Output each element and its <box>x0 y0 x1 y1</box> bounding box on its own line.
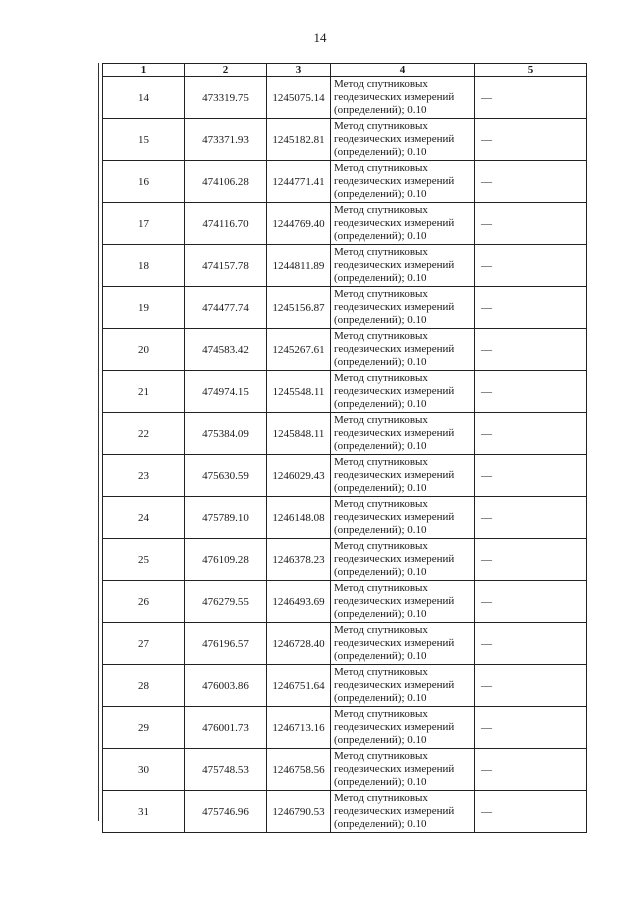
method-line: Метод спутниковых <box>334 540 428 552</box>
table-row <box>103 287 587 329</box>
x-coordinate-cell: 474106.28 <box>185 161 267 203</box>
method-line: (определений); 0.10 <box>334 230 427 242</box>
note-cell: — <box>475 707 587 749</box>
note-cell: — <box>475 245 587 287</box>
table-row <box>103 161 587 203</box>
table-row <box>103 665 587 707</box>
x-coordinate-cell: 473319.75 <box>185 77 267 119</box>
method-line: (определений); 0.10 <box>334 272 427 284</box>
point-number-cell: 30 <box>103 749 185 791</box>
y-coordinate-cell: 1246493.69 <box>267 581 331 623</box>
method-line: геодезических измерений <box>334 217 455 229</box>
method-line: геодезических измерений <box>334 595 455 607</box>
method-line: (определений); 0.10 <box>334 692 427 704</box>
point-number-cell: 23 <box>103 455 185 497</box>
method-line: геодезических измерений <box>334 679 455 691</box>
method-line: Метод спутниковых <box>334 456 428 468</box>
x-coordinate-cell: 476279.55 <box>185 581 267 623</box>
table-row <box>103 791 587 833</box>
table-row <box>103 707 587 749</box>
method-line: (определений); 0.10 <box>334 482 427 494</box>
method-line: (определений); 0.10 <box>334 524 427 536</box>
table-row <box>103 119 587 161</box>
method-line: геодезических измерений <box>334 91 455 103</box>
method-line: (определений); 0.10 <box>334 608 427 620</box>
method-line: (определений); 0.10 <box>334 776 427 788</box>
method-line: геодезических измерений <box>334 763 455 775</box>
x-coordinate-cell: 475789.10 <box>185 497 267 539</box>
point-number-cell: 17 <box>103 203 185 245</box>
table-row <box>103 203 587 245</box>
x-coordinate-cell: 476001.73 <box>185 707 267 749</box>
point-number-cell: 20 <box>103 329 185 371</box>
table-row <box>103 329 587 371</box>
note-cell: — <box>475 413 587 455</box>
method-line: геодезических измерений <box>334 427 455 439</box>
point-number-cell: 22 <box>103 413 185 455</box>
x-coordinate-cell: 476003.86 <box>185 665 267 707</box>
method-cell <box>331 749 475 791</box>
method-line: Метод спутниковых <box>334 750 428 762</box>
method-cell <box>331 245 475 287</box>
y-coordinate-cell: 1246790.53 <box>267 791 331 833</box>
method-line: Метод спутниковых <box>334 372 428 384</box>
y-coordinate-cell: 1246713.16 <box>267 707 331 749</box>
y-coordinate-cell: 1244769.40 <box>267 203 331 245</box>
point-number-cell: 18 <box>103 245 185 287</box>
header-col-4: 4 <box>331 64 475 77</box>
table-row <box>103 455 587 497</box>
method-cell <box>331 119 475 161</box>
method-line: Метод спутниковых <box>334 414 428 426</box>
method-cell <box>331 623 475 665</box>
method-line: (определений); 0.10 <box>334 146 427 158</box>
method-cell <box>331 665 475 707</box>
method-cell <box>331 497 475 539</box>
x-coordinate-cell: 474974.15 <box>185 371 267 413</box>
y-coordinate-cell: 1246378.23 <box>267 539 331 581</box>
y-coordinate-cell: 1245848.11 <box>267 413 331 455</box>
method-line: Метод спутниковых <box>334 666 428 678</box>
y-coordinate-cell: 1245267.61 <box>267 329 331 371</box>
y-coordinate-cell: 1246751.64 <box>267 665 331 707</box>
margin-rule <box>98 63 99 821</box>
note-cell: — <box>475 371 587 413</box>
point-number-cell: 24 <box>103 497 185 539</box>
point-number-cell: 28 <box>103 665 185 707</box>
x-coordinate-cell: 474477.74 <box>185 287 267 329</box>
method-line: Метод спутниковых <box>334 330 428 342</box>
x-coordinate-cell: 473371.93 <box>185 119 267 161</box>
method-line: геодезических измерений <box>334 343 455 355</box>
x-coordinate-cell: 475748.53 <box>185 749 267 791</box>
coordinates-table-container <box>102 63 586 833</box>
method-line: (определений); 0.10 <box>334 734 427 746</box>
note-cell: — <box>475 497 587 539</box>
note-cell: — <box>475 665 587 707</box>
note-cell: — <box>475 329 587 371</box>
method-line: геодезических измерений <box>334 805 455 817</box>
table-row <box>103 623 587 665</box>
x-coordinate-cell: 475384.09 <box>185 413 267 455</box>
method-line: (определений); 0.10 <box>334 398 427 410</box>
note-cell: — <box>475 119 587 161</box>
method-line: геодезических измерений <box>334 511 455 523</box>
point-number-cell: 14 <box>103 77 185 119</box>
method-line: геодезических измерений <box>334 301 455 313</box>
method-line: (определений); 0.10 <box>334 650 427 662</box>
point-number-cell: 29 <box>103 707 185 749</box>
point-number-cell: 21 <box>103 371 185 413</box>
method-line: (определений); 0.10 <box>334 818 427 830</box>
method-line: Метод спутниковых <box>334 78 428 90</box>
note-cell: — <box>475 77 587 119</box>
header-col-5: 5 <box>475 64 587 77</box>
coordinates-table <box>102 63 587 833</box>
y-coordinate-cell: 1246758.56 <box>267 749 331 791</box>
method-line: геодезических измерений <box>334 175 455 187</box>
note-cell: — <box>475 791 587 833</box>
method-line: (определений); 0.10 <box>334 314 427 326</box>
note-cell: — <box>475 749 587 791</box>
table-row <box>103 245 587 287</box>
x-coordinate-cell: 474157.78 <box>185 245 267 287</box>
method-line: Метод спутниковых <box>334 582 428 594</box>
method-cell <box>331 371 475 413</box>
table-header-row <box>103 64 587 77</box>
method-line: (определений); 0.10 <box>334 566 427 578</box>
header-col-1: 1 <box>103 64 185 77</box>
y-coordinate-cell: 1245075.14 <box>267 77 331 119</box>
method-cell <box>331 581 475 623</box>
method-cell <box>331 329 475 371</box>
note-cell: — <box>475 203 587 245</box>
page-number: 14 <box>313 30 327 45</box>
point-number-cell: 25 <box>103 539 185 581</box>
table-row <box>103 539 587 581</box>
method-line: Метод спутниковых <box>334 120 428 132</box>
table-row <box>103 77 587 119</box>
method-line: Метод спутниковых <box>334 162 428 174</box>
table-row <box>103 749 587 791</box>
y-coordinate-cell: 1246148.08 <box>267 497 331 539</box>
point-number-cell: 27 <box>103 623 185 665</box>
table-row <box>103 581 587 623</box>
point-number-cell: 26 <box>103 581 185 623</box>
point-number-cell: 19 <box>103 287 185 329</box>
method-cell <box>331 539 475 581</box>
y-coordinate-cell: 1245182.81 <box>267 119 331 161</box>
note-cell: — <box>475 161 587 203</box>
method-line: (определений); 0.10 <box>334 104 427 116</box>
method-line: геодезических измерений <box>334 259 455 271</box>
x-coordinate-cell: 474583.42 <box>185 329 267 371</box>
method-cell <box>331 287 475 329</box>
y-coordinate-cell: 1246728.40 <box>267 623 331 665</box>
method-line: геодезических измерений <box>334 469 455 481</box>
note-cell: — <box>475 455 587 497</box>
note-cell: — <box>475 623 587 665</box>
method-line: Метод спутниковых <box>334 246 428 258</box>
note-cell: — <box>475 539 587 581</box>
method-line: Метод спутниковых <box>334 498 428 510</box>
x-coordinate-cell: 476196.57 <box>185 623 267 665</box>
note-cell: — <box>475 581 587 623</box>
y-coordinate-cell: 1245548.11 <box>267 371 331 413</box>
method-line: геодезических измерений <box>334 385 455 397</box>
method-line: (определений); 0.10 <box>334 440 427 452</box>
method-line: геодезических измерений <box>334 637 455 649</box>
method-cell <box>331 413 475 455</box>
x-coordinate-cell: 475630.59 <box>185 455 267 497</box>
method-line: геодезических измерений <box>334 553 455 565</box>
method-cell <box>331 707 475 749</box>
x-coordinate-cell: 476109.28 <box>185 539 267 581</box>
y-coordinate-cell: 1246029.43 <box>267 455 331 497</box>
method-line: (определений); 0.10 <box>334 188 427 200</box>
method-line: геодезических измерений <box>334 721 455 733</box>
header-col-2: 2 <box>185 64 267 77</box>
y-coordinate-cell: 1244771.41 <box>267 161 331 203</box>
method-cell <box>331 203 475 245</box>
point-number-cell: 16 <box>103 161 185 203</box>
point-number-cell: 31 <box>103 791 185 833</box>
table-row <box>103 497 587 539</box>
method-cell <box>331 161 475 203</box>
method-line: геодезических измерений <box>334 133 455 145</box>
table-row <box>103 371 587 413</box>
point-number-cell: 15 <box>103 119 185 161</box>
method-line: Метод спутниковых <box>334 792 428 804</box>
x-coordinate-cell: 475746.96 <box>185 791 267 833</box>
header-col-3: 3 <box>267 64 331 77</box>
method-line: (определений); 0.10 <box>334 356 427 368</box>
method-cell <box>331 77 475 119</box>
method-cell <box>331 791 475 833</box>
note-cell: — <box>475 287 587 329</box>
table-row <box>103 413 587 455</box>
x-coordinate-cell: 474116.70 <box>185 203 267 245</box>
method-line: Метод спутниковых <box>334 624 428 636</box>
table-body <box>103 77 587 833</box>
method-cell <box>331 455 475 497</box>
method-line: Метод спутниковых <box>334 708 428 720</box>
y-coordinate-cell: 1245156.87 <box>267 287 331 329</box>
method-line: Метод спутниковых <box>334 204 428 216</box>
y-coordinate-cell: 1244811.89 <box>267 245 331 287</box>
method-line: Метод спутниковых <box>334 288 428 300</box>
